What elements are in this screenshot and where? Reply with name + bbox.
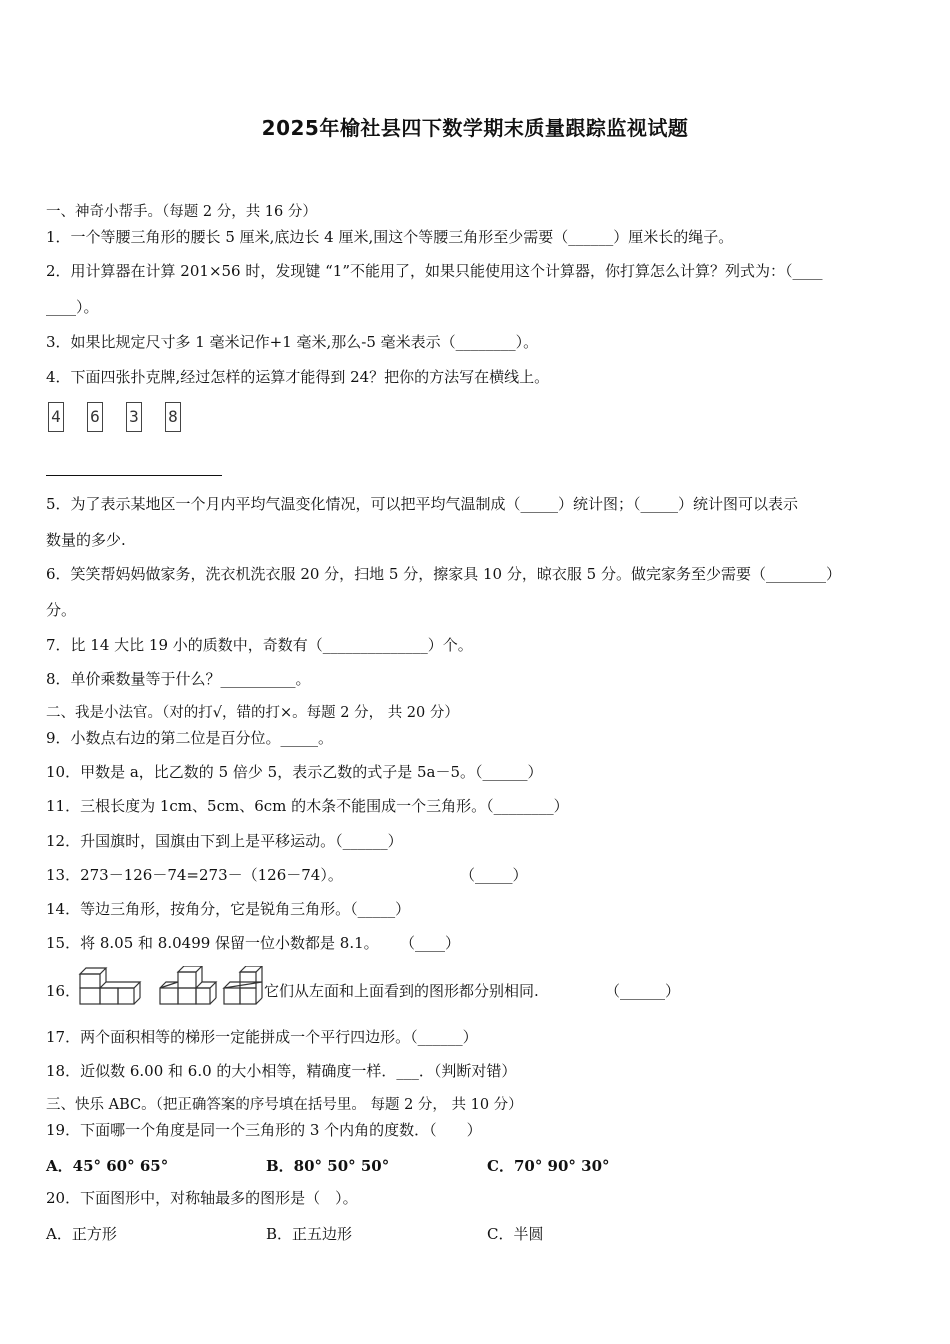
question-11: 11．三根长度为 1cm、5cm、6cm 的木条不能围成一个三角形。（________） <box>46 797 569 815</box>
answer-line <box>46 475 222 476</box>
cube-figure-1 <box>80 968 140 1004</box>
cube-figure-2 <box>160 966 216 1004</box>
question-2-line-1: 2．用计算器在计算 201×56 时，发现键 “1”不能用了，如果只能使用这个计算器，你打算怎么计算？列式为：（____ <box>46 262 823 280</box>
question-4: 4．下面四张扑克牌,经过怎样的运算才能得到 24？把你的方法写在横线上。 <box>46 368 550 386</box>
question-16: 它们从左面和上面看到的图形都分别相同. <box>264 982 539 1000</box>
question-20-option-b: B．正五边形 <box>266 1225 353 1243</box>
question-5-line-1: 5．为了表示某地区一个月内平均气温变化情况，可以把平均气温制成（_____）统计图；（_____）统计图可以表示 <box>46 495 799 513</box>
question-19-option-a: A．45° 60° 65° <box>46 1157 169 1175</box>
question-19-option-b: B．80° 50° 50° <box>266 1157 390 1175</box>
section-1-heading: 一、神奇小帮手。（每题 2 分，共 16 分） <box>46 204 317 220</box>
page-title: 2025年榆社县四下数学期末质量跟踪监视试题 <box>261 116 689 140</box>
question-13: 13．273－126－74=273－（126－74）。 <box>46 866 343 884</box>
question-13-answer: （_____） <box>460 866 528 884</box>
question-3: 3．如果比规定尺寸多 1 毫米记作+1 毫米,那么-5 毫米表示（________）。 <box>46 333 539 351</box>
question-19-option-c: C．70° 90° 30° <box>487 1157 610 1175</box>
question-1: 1．一个等腰三角形的腰长 5 厘米,底边长 4 厘米,围这个等腰三角形至少需要（______）厘米长的绳子。 <box>46 228 734 246</box>
question-16-number: 16． <box>46 982 81 1000</box>
question-8: 8．单价乘数量等于什么？__________。 <box>46 670 311 688</box>
question-19: 19．下面哪一个角度是同一个三角形的 3 个内角的度数．（ ） <box>46 1121 482 1139</box>
cube-figures <box>76 966 266 1010</box>
question-6-line-1: 6．笑笑帮妈妈做家务，洗衣机洗衣服 20 分，扫地 5 分，擦家具 10 分，晾衣服 5 分。做完家务至少需要（________） <box>46 565 841 583</box>
question-2-line-2: ____）。 <box>46 298 99 316</box>
question-9: 9．小数点右边的第二位是百分位。_____。 <box>46 729 334 747</box>
card: 4 <box>48 402 64 432</box>
question-20: 20．下面图形中，对称轴最多的图形是（ ）。 <box>46 1189 358 1207</box>
question-15: 15．将 8.05 和 8.0499 保留一位小数都是 8.1。 <box>46 934 379 952</box>
question-10: 10．甲数是 a，比乙数的 5 倍少 5，表示乙数的式子是 5a－5。（______） <box>46 763 543 781</box>
card: 8 <box>165 402 181 432</box>
cube-figure-3 <box>224 966 262 1004</box>
question-15-answer: （____） <box>400 934 461 952</box>
question-12: 12．升国旗时，国旗由下到上是平移运动。（______） <box>46 832 403 850</box>
question-6-line-2: 分。 <box>46 601 77 619</box>
question-20-option-a: A．正方形 <box>46 1225 117 1243</box>
question-16-answer: （______） <box>605 982 681 1000</box>
question-17: 17．两个面积相等的梯形一定能拼成一个平行四边形。（______） <box>46 1028 478 1046</box>
question-20-option-c: C．半圆 <box>487 1225 544 1243</box>
question-5-line-2: 数量的多少. <box>46 531 126 549</box>
card: 3 <box>126 402 142 432</box>
question-7: 7．比 14 大比 19 小的质数中，奇数有（______________）个。 <box>46 636 473 654</box>
section-3-heading: 三、快乐 ABC。（把正确答案的序号填在括号里。 每题 2 分， 共 10 分） <box>46 1097 523 1113</box>
question-14: 14．等边三角形，按角分，它是锐角三角形。（_____） <box>46 900 411 918</box>
question-18: 18．近似数 6.00 和 6.0 的大小相等，精确度一样．___．（判断对错） <box>46 1062 517 1080</box>
section-2-heading: 二、我是小法官。（对的打√，错的打×。每题 2 分， 共 20 分） <box>46 705 459 721</box>
card: 6 <box>87 402 103 432</box>
